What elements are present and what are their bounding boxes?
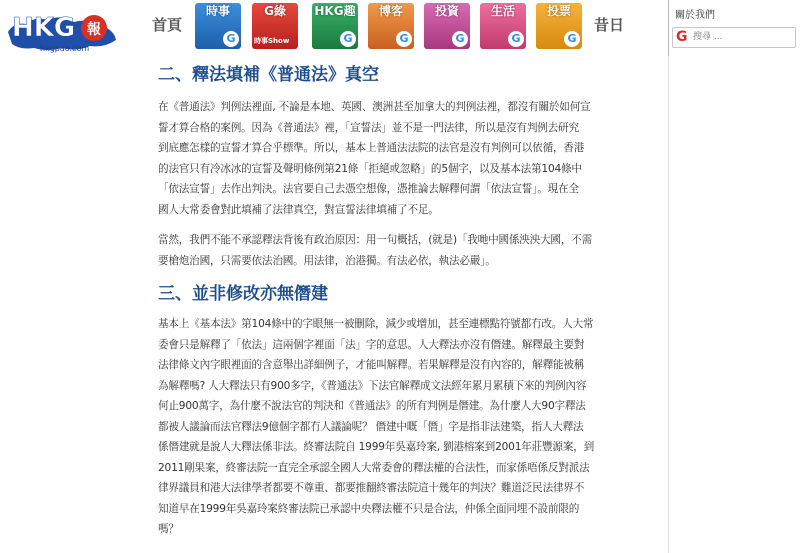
nav-tile-blog[interactable] bbox=[368, 3, 414, 49]
text-line: 的法官只有冷冰冰的宣誓及聲明條例第21條「拒絕或忽略」的5個字，以及基本法第104條中 bbox=[158, 162, 582, 175]
section-heading-3: 三、並非修改亦無僭建 bbox=[158, 284, 328, 304]
svg-text:HKG: HKG bbox=[12, 13, 76, 43]
tile-label: HKG趣 bbox=[314, 4, 356, 18]
text-line: 基本上《基本法》第104條中的字眼無一被刪除，減少或增加，甚至連標點符號都冇改。人大常 bbox=[158, 318, 594, 330]
tile-sub: 時事Show bbox=[254, 37, 290, 45]
right-sidebar bbox=[668, 56, 800, 553]
section-2-paragraph-1 bbox=[158, 97, 658, 220]
text-line: 到底應怎樣的宣誓才算合乎標準。所以，基本上普通法法院的法官是沒有判例可以依循，香港 bbox=[158, 142, 585, 154]
tile-label: 投資 bbox=[434, 4, 459, 18]
divider bbox=[668, 0, 669, 56]
text-line: 在《普通法》判例法裡面, 不論是本地、英國、澳洲甚至加拿大的判例法裡，都沒有關於如何宣 bbox=[158, 101, 591, 113]
text-line: 律界議員和港大法律學者都要不尊重、都要推翻終審法院這十幾年的判決？難道泛民法律界不 bbox=[158, 482, 585, 494]
text-line: 當然，我們不能不承認釋法背後有政治原因：用一句概括，(就是)「我哋中國係泱泱大國，不需 bbox=[158, 234, 593, 246]
text-line: 係僭建就是說人大釋法係非法。終審法院自 1999年吳嘉玲案, 劉港榕案到2001年莊豐源案，到 bbox=[158, 441, 594, 453]
site-header bbox=[0, 0, 800, 56]
tile-label: 時事 bbox=[205, 4, 230, 18]
section-3-paragraph-1 bbox=[158, 314, 658, 540]
google-icon: G bbox=[676, 29, 688, 45]
g-icon: G bbox=[564, 31, 580, 47]
text-line: 知道早在1999年吳嘉玲案終審法院已承認中央釋法權不只是合法，仲係全面同埋不設前限的 bbox=[158, 502, 580, 515]
tile-label: G綠 bbox=[264, 4, 286, 18]
search-input[interactable] bbox=[693, 29, 789, 44]
text-line: 「依法宣誓」去作出判決。法官要自己去憑空想像，憑推論去解釋何謂「依法宣誓」。現在全 bbox=[158, 183, 579, 195]
text-line: 都被人議論而法官釋法9億個字都冇人議論呢？ 僭建中嘅「僭」字是指非法建築，指人大釋法 bbox=[158, 420, 584, 433]
logo-domain: hkgpao.com bbox=[40, 44, 90, 53]
text-line: 誓才算合格的案例。因為《普通法》裡，「宣誓法」並不是一門法律，所以是沒有判例去研究 bbox=[158, 121, 579, 134]
site-logo[interactable] bbox=[4, 4, 124, 54]
nav-tile-hkg-fun[interactable] bbox=[312, 3, 358, 49]
nav-tile-vote[interactable] bbox=[536, 3, 582, 49]
text-line: 委會只是解釋了「依法」這兩個字裡面「法」字的意思。人大釋法亦沒有僭建。解釋最主要對 bbox=[158, 338, 585, 351]
text-line: 法律條文內字眼裡面的含意舉出詳細例子，才能叫解釋。若果解釋是沒有內容的，解釋能被稱 bbox=[158, 359, 585, 371]
nav-tile-life[interactable] bbox=[480, 3, 526, 49]
tile-label: 博客 bbox=[378, 4, 403, 18]
nav-tile-investment[interactable] bbox=[424, 3, 470, 49]
g-icon: G bbox=[452, 31, 468, 47]
text-line: 國人大常委會對此填補了法律真空，對宣誓法律填補了不足。 bbox=[158, 203, 439, 216]
section-2-paragraph-2 bbox=[158, 230, 658, 271]
g-icon: G bbox=[508, 31, 524, 47]
section-heading-2: 二、釋法填補《普通法》真空 bbox=[158, 65, 379, 85]
text-line: 嗎？ bbox=[158, 523, 179, 535]
svg-text:報: 報 bbox=[87, 22, 101, 38]
nav-home-link[interactable]: 首頁 bbox=[152, 16, 183, 34]
text-line: 何止900萬字，為什麼不說法官的判決和《普通法》的所有判例是僭建。為什麼人大90字釋法 bbox=[158, 400, 586, 412]
search-box[interactable] bbox=[672, 27, 796, 48]
nav-archive-link[interactable]: 昔日 bbox=[594, 16, 625, 34]
article-body bbox=[158, 62, 658, 540]
text-line: 2011剛果案，終審法院一直完全承認全國人大常委會的釋法權的合法性，而家係唔係反對派法 bbox=[158, 461, 590, 474]
text-line: 為解釋嗎? 人大釋法只有900多字，《普通法》下法官解釋成文法經年累月累積下來的判例內容 bbox=[158, 379, 587, 392]
about-us-link[interactable]: 關於我們 bbox=[675, 10, 715, 21]
text-line: 要槍炮治國，只需要依法治國。用法律，治港獨。有法必依，執法必嚴」。 bbox=[158, 254, 496, 267]
nav-tile-g-green[interactable] bbox=[252, 3, 298, 49]
g-icon: G bbox=[340, 31, 356, 47]
g-icon: G bbox=[223, 31, 239, 47]
nav-tile-current-affairs[interactable] bbox=[195, 3, 241, 49]
tile-label: 投票 bbox=[546, 4, 571, 18]
tile-label: 生活 bbox=[490, 4, 515, 18]
g-icon: G bbox=[396, 31, 412, 47]
